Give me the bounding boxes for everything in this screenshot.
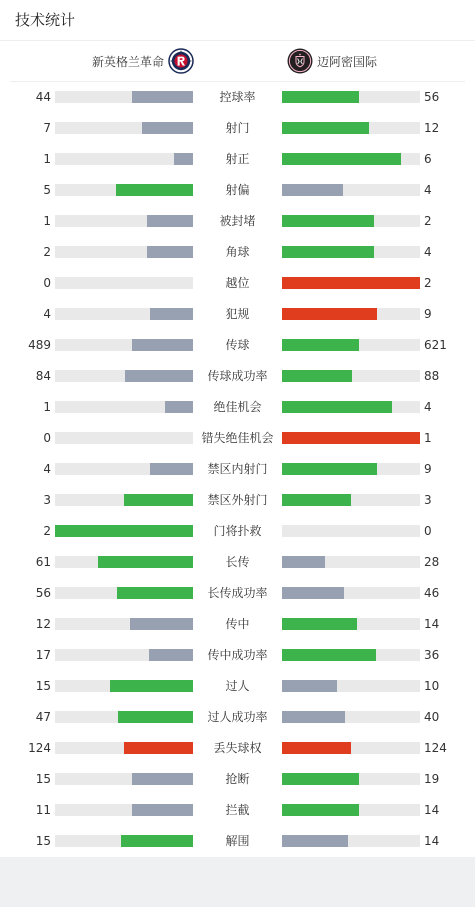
away-bar-fill: [282, 556, 325, 568]
home-bar-fill: [124, 494, 193, 506]
away-bar-track: [282, 215, 420, 227]
stat-row: [0, 299, 475, 330]
stat-row: [0, 392, 475, 423]
home-value: 61: [35, 555, 51, 569]
away-value: 2: [424, 276, 432, 290]
home-bar-track: [55, 525, 193, 537]
stat-label: 角球: [225, 245, 250, 259]
stat-row: [0, 516, 475, 547]
away-bar-track: [282, 277, 420, 289]
home-bar-track: [55, 153, 193, 165]
home-team[interactable]: [92, 48, 194, 74]
away-value: 4: [424, 245, 432, 259]
away-value: 14: [424, 803, 440, 817]
away-value: 36: [424, 648, 440, 662]
home-value: 17: [35, 648, 51, 662]
away-bar-fill: [282, 277, 420, 289]
away-bar-fill: [282, 308, 377, 320]
away-bar-track: [282, 525, 420, 537]
away-bar-track: [282, 835, 420, 847]
home-bar-fill: [98, 556, 193, 568]
away-value: 40: [424, 710, 440, 724]
away-bar-fill: [282, 494, 351, 506]
stat-row: [0, 82, 475, 113]
stat-row: [0, 361, 475, 392]
stat-row: [0, 671, 475, 702]
stat-row: [0, 547, 475, 578]
away-bar-fill: [282, 463, 377, 475]
home-value: 4: [43, 307, 51, 321]
stat-label: 过人: [225, 679, 250, 693]
away-bar-track: [282, 649, 420, 661]
home-bar-track: [55, 494, 193, 506]
stat-label: 传中成功率: [207, 648, 268, 662]
away-value: 14: [424, 617, 440, 631]
home-value: 15: [35, 772, 51, 786]
away-bar-fill: [282, 91, 359, 103]
stat-label: 犯规: [225, 307, 250, 321]
home-value: 11: [35, 803, 51, 817]
home-bar-fill: [132, 773, 193, 785]
away-value: 14: [424, 834, 440, 848]
away-value: 19: [424, 772, 440, 786]
stat-label: 射偏: [225, 183, 250, 197]
away-value: 12: [424, 121, 440, 135]
stat-label: 门将扑救: [213, 524, 262, 538]
stat-label: 丢失球权: [213, 741, 262, 755]
home-bar-track: [55, 91, 193, 103]
home-bar-track: [55, 308, 193, 320]
stat-row: [0, 175, 475, 206]
away-bar-fill: [282, 184, 343, 196]
away-bar-fill: [282, 153, 401, 165]
stat-label: 射门: [225, 121, 250, 135]
away-bar-track: [282, 587, 420, 599]
inter-miami-crest-icon: [287, 48, 313, 74]
away-bar-fill: [282, 835, 348, 847]
home-value: 15: [35, 679, 51, 693]
away-bar-track: [282, 153, 420, 165]
stat-row: [0, 733, 475, 764]
stat-label: 长传成功率: [207, 586, 268, 600]
home-bar-fill: [55, 525, 193, 537]
home-bar-track: [55, 711, 193, 723]
home-bar-fill: [149, 649, 193, 661]
away-value: 4: [424, 400, 432, 414]
home-value: 4: [43, 462, 51, 476]
home-team-name: 新英格兰革命: [91, 54, 164, 69]
home-value: 7: [43, 121, 51, 135]
stat-row: [0, 113, 475, 144]
home-bar-fill: [118, 711, 193, 723]
away-bar-track: [282, 184, 420, 196]
home-bar-fill: [121, 835, 193, 847]
home-bar-track: [55, 246, 193, 258]
away-bar-track: [282, 463, 420, 475]
stat-label: 过人成功率: [207, 710, 268, 724]
home-value: 1: [43, 214, 51, 228]
stat-label: 传中: [225, 617, 250, 631]
away-value: 9: [424, 307, 432, 321]
stat-row: [0, 206, 475, 237]
away-value: 56: [424, 90, 440, 104]
stat-row: [0, 237, 475, 268]
home-bar-fill: [147, 246, 193, 258]
stat-row: [0, 144, 475, 175]
home-bar-track: [55, 804, 193, 816]
away-value: 28: [424, 555, 440, 569]
away-bar-track: [282, 246, 420, 258]
stat-label: 被封堵: [219, 214, 256, 228]
home-bar-fill: [132, 804, 193, 816]
away-bar-track: [282, 804, 420, 816]
away-value: 621: [424, 338, 447, 352]
stat-label: 禁区内射门: [207, 462, 268, 476]
away-bar-track: [282, 773, 420, 785]
home-bar-track: [55, 370, 193, 382]
home-bar-track: [55, 215, 193, 227]
stat-label: 解围: [225, 834, 250, 848]
away-bar-fill: [282, 804, 359, 816]
stat-label: 射正: [225, 152, 250, 166]
away-value: 124: [424, 741, 447, 755]
home-value: 5: [43, 183, 51, 197]
away-bar-fill: [282, 432, 420, 444]
home-bar-track: [55, 122, 193, 134]
away-value: 10: [424, 679, 440, 693]
away-bar-fill: [282, 711, 345, 723]
away-bar-fill: [282, 215, 374, 227]
home-bar-fill: [150, 308, 193, 320]
home-value: 15: [35, 834, 51, 848]
away-bar-fill: [282, 649, 376, 661]
away-value: 6: [424, 152, 432, 166]
away-value: 9: [424, 462, 432, 476]
away-value: 1: [424, 431, 432, 445]
away-value: 2: [424, 214, 432, 228]
home-bar-track: [55, 339, 193, 351]
new-england-revolution-crest-icon: [168, 48, 194, 74]
away-bar-fill: [282, 773, 359, 785]
away-bar-fill: [282, 587, 344, 599]
home-bar-track: [55, 401, 193, 413]
away-bar-track: [282, 618, 420, 630]
away-team-name: 迈阿密国际: [317, 54, 378, 69]
home-bar-fill: [132, 339, 193, 351]
away-team[interactable]: [287, 48, 377, 74]
away-bar-track: [282, 122, 420, 134]
away-bar-fill: [282, 370, 352, 382]
stat-label: 拦截: [225, 803, 250, 817]
away-value: 4: [424, 183, 432, 197]
away-bar-fill: [282, 339, 359, 351]
stat-row: [0, 702, 475, 733]
stat-row: [0, 826, 475, 857]
away-bar-fill: [282, 401, 392, 413]
home-bar-track: [55, 649, 193, 661]
home-value: 56: [35, 586, 51, 600]
stat-label: 抢断: [225, 772, 250, 786]
stat-row: [0, 640, 475, 671]
home-value: 3: [43, 493, 51, 507]
home-value: 47: [35, 710, 51, 724]
home-bar-track: [55, 618, 193, 630]
home-bar-fill: [117, 587, 193, 599]
home-bar-fill: [125, 370, 193, 382]
home-value: 2: [43, 245, 51, 259]
stat-row: [0, 609, 475, 640]
away-bar-track: [282, 742, 420, 754]
stat-label: 错失绝佳机会: [201, 431, 274, 445]
home-value: 0: [43, 276, 51, 290]
home-bar-track: [55, 556, 193, 568]
stat-label: 传球成功率: [207, 369, 268, 383]
home-bar-track: [55, 680, 193, 692]
divider: [0, 40, 475, 41]
home-value: 2: [43, 524, 51, 538]
away-value: 46: [424, 586, 440, 600]
away-bar-fill: [282, 680, 337, 692]
stat-row: [0, 454, 475, 485]
stat-row: [0, 764, 475, 795]
away-value: 3: [424, 493, 432, 507]
stat-label: 绝佳机会: [213, 400, 262, 414]
home-bar-fill: [147, 215, 193, 227]
away-bar-track: [282, 370, 420, 382]
stat-label: 传球: [225, 338, 250, 352]
home-bar-track: [55, 432, 193, 444]
stat-label: 长传: [225, 555, 250, 569]
stat-row: [0, 578, 475, 609]
home-value: 124: [28, 741, 51, 755]
away-bar-track: [282, 494, 420, 506]
home-bar-fill: [165, 401, 193, 413]
stat-label: 控球率: [219, 90, 256, 104]
stat-row: [0, 330, 475, 361]
away-value: 0: [424, 524, 432, 538]
page-title: 技术统计: [15, 11, 76, 29]
home-bar-fill: [174, 153, 193, 165]
home-bar-track: [55, 184, 193, 196]
home-value: 84: [35, 369, 51, 383]
home-bar-track: [55, 463, 193, 475]
stat-label: 禁区外射门: [207, 493, 268, 507]
home-bar-track: [55, 277, 193, 289]
stat-row: [0, 423, 475, 454]
away-bar-track: [282, 401, 420, 413]
away-value: 88: [424, 369, 440, 383]
stat-row: [0, 485, 475, 516]
home-value: 0: [43, 431, 51, 445]
stat-row: [0, 268, 475, 299]
home-bar-fill: [132, 91, 193, 103]
home-bar-track: [55, 587, 193, 599]
home-value: 489: [28, 338, 51, 352]
home-value: 1: [43, 400, 51, 414]
away-bar-fill: [282, 246, 374, 258]
home-bar-fill: [116, 184, 193, 196]
home-bar-fill: [150, 463, 193, 475]
stat-label: 越位: [225, 276, 250, 290]
away-bar-track: [282, 711, 420, 723]
away-bar-track: [282, 339, 420, 351]
stat-row: [0, 795, 475, 826]
stats-list: [0, 82, 475, 857]
away-bar-track: [282, 680, 420, 692]
home-bar-fill: [124, 742, 193, 754]
away-bar-fill: [282, 742, 351, 754]
home-bar-fill: [142, 122, 193, 134]
home-value: 1: [43, 152, 51, 166]
home-value: 12: [35, 617, 51, 631]
away-bar-track: [282, 91, 420, 103]
home-value: 44: [35, 90, 51, 104]
home-bar-fill: [130, 618, 193, 630]
away-bar-fill: [282, 122, 369, 134]
home-bar-track: [55, 742, 193, 754]
home-bar-track: [55, 773, 193, 785]
away-bar-track: [282, 556, 420, 568]
away-bar-fill: [282, 618, 357, 630]
away-bar-track: [282, 308, 420, 320]
home-bar-track: [55, 835, 193, 847]
home-bar-fill: [110, 680, 193, 692]
away-bar-track: [282, 432, 420, 444]
